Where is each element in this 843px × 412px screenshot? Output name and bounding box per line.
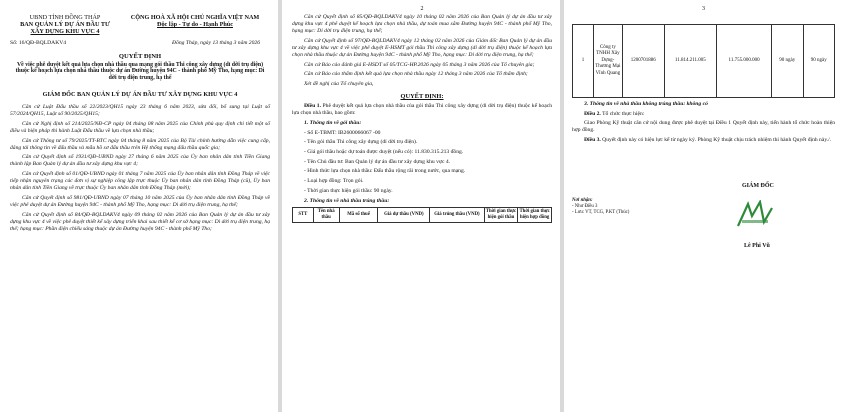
- col-stt: STT: [293, 208, 314, 223]
- article-2-body: Giao Phòng Kỹ thuật căn cứ nội dung được phê duyệt tại Điều 1 Quyết định này, tiến hành tổ chức hoàn thiện hợp đồng.: [572, 120, 835, 134]
- col-bid: Giá dự thầu (VND): [378, 208, 430, 223]
- document-date: Đồng Tháp, ngày 13 tháng 3 năm 2026: [172, 39, 260, 46]
- legal-basis-11: Căn cứ Báo cáo thẩm định kết quả lựa chọn nhà thầu ngày 12 tháng 3 năm 2026 của Tổ thẩm định;: [304, 71, 528, 78]
- col-tax: Mã số thuế: [339, 208, 378, 223]
- legal-basis-5: Căn cứ Quyết định số 01/QĐ-UBND ngày 01 tháng 7 năm 2025 của Ủy ban nhân dân tỉnh Đồng Tháp về việc tiếp nhận nguyên trạng các đơn vị sự nghiệp công lập trực thuộc Ủy ban nhân dân tỉnh Đồng Tháp (cũ), Ủy ban nhân dân tỉnh Tiền Giang về trực thuộc Ủy ban nhân dân tỉnh Đồng Tháp (mới);: [10, 171, 270, 192]
- national-title: CỘNG HOÀ XÃ HỘI CHỦ NGHĨA VIỆT NAM Độc lập - Tự do - Hạnh Phúc: [130, 14, 260, 29]
- cell-stt: 1: [573, 25, 594, 98]
- legal-basis-9: Căn cứ Quyết định số 97/QĐ-BQLDAKV4 ngày 12 tháng 02 năm 2026 của Giám đốc Ban Quản lý dự án đầu tư xây dựng khu vực 4 về việc phê duyệt E-HSMT gói thầu Thi công xây dựng (dỉ dời trụ điện) thuộc kế hoạch lựa chọn nhà thầu thuộc dự án Đường huyện 94C - thành phố Mỹ Tho, hạng mục: Di dời trụ điện trung, hạ thế;: [292, 37, 552, 59]
- recipient-item: - Như Điều 3: [572, 204, 598, 209]
- decision-heading: QUYẾT ĐỊNH:: [400, 93, 444, 101]
- winner-info-heading: 2. Thông tin về nhà thầu trúng thầu:: [304, 197, 390, 204]
- issuing-agency: UBND TỈNH ĐỒNG THÁP BAN QUẢN LÝ DỰ ÁN ĐẦU TƯ XÂY DỰNG KHU VỰC 4: [20, 14, 110, 36]
- cell-time2: 90 ngày: [803, 25, 834, 98]
- col-time2: Thời gian thực hiện hợp đồng: [518, 208, 552, 223]
- package-item: - Hình thức lựa chọn nhà thầu: Đấu thầu rộng rãi trong nước, qua mạng.: [304, 168, 466, 175]
- package-info-heading: 1. Thông tin về gói thầu:: [304, 120, 362, 126]
- article-1: Điều 1. Phê duyệt kết quả lựa chọn nhà thầu của gói thầu Thi công xây dựng (dỉ dời trụ điện) thuộc kế hoạch lựa chọn nhà thầu, bao gồm:: [292, 103, 552, 117]
- legal-basis-1: Căn cứ Luật Đấu thầu số 22/2023/QH15 ngày 23 tháng 6 năm 2023, sửa đổi, bổ sung tại Luật số 57/2024/QH15, Luật số 90/2025/QH15;: [10, 104, 270, 118]
- signer-title: GIÁM ĐỐC: [742, 183, 774, 189]
- winner-table-row: [572, 24, 835, 98]
- signer-name: Lê Phi Vũ: [744, 243, 770, 249]
- package-item: - Thời gian thực hiện gói thầu: 90 ngày.: [304, 187, 393, 194]
- col-name: Tên nhà thầu: [313, 208, 339, 223]
- legal-basis-12: Xét đề nghị của Tổ chuyên gia,: [304, 81, 374, 88]
- cell-award: 11.755.000.000: [717, 25, 772, 98]
- recipient-item: - Lưu: VT, TCG, P.KT (Thúc): [572, 210, 630, 215]
- page-number: 3: [702, 6, 705, 12]
- doc-meta: [10, 40, 270, 46]
- document-number: Số: 16/QĐ-BQLDAKV4: [10, 39, 67, 46]
- cell-tax: 1200701886: [622, 25, 664, 98]
- recipients: Nơi nhận: - Như Điều 3 - Lưu: VT, TCG, P.KT (Thúc): [572, 198, 692, 216]
- legal-basis-2: Căn cứ Nghị định số 214/2025/NĐ-CP ngày 04 tháng 08 năm 2025 của Chính phủ quy định chi tiết một số điều và biện pháp thi hành Luật Đấu thầu về lựa chọn nhà thầu;: [10, 120, 270, 134]
- document-subject: Về việc phê duyệt kết quả lựa chọn nhà thầu qua mạng gói thầu Thi công xây dựng (dỉ dời trụ điện) thuộc kế hoạch lựa chọn nhà thầu thuộc dự án Đường huyện 94C - thành phố Mỹ Tho, hạng mục: Di dời trụ điện trung, hạ thế: [15, 61, 265, 82]
- digital-signature-stamp-icon: [734, 200, 776, 230]
- legal-basis-3: Căn cứ Thông tư số 79/2025/TT-BTC ngày 04 tháng 8 năm 2025 của Bộ Tài chính hướng dẫn việc cung cấp, đăng tải thông tin về đấu thầu và mẫu hồ sơ đấu thầu trên Hệ thống mạng đấu thầu quốc gia;: [10, 137, 270, 151]
- table-row: [573, 25, 835, 98]
- document-title: QUYẾT ĐỊNH: [118, 52, 162, 60]
- col-award: Giá trúng thầu (VND): [430, 208, 484, 223]
- legal-basis-4: Căn cứ Quyết định số 1931/QĐ-UBND ngày 27 tháng 6 năm 2025 của Ủy ban nhân dân tỉnh Tiền Giang thành lập Ban Quản lý dự án đầu tư xây dựng khu vực 4;: [10, 154, 270, 168]
- package-item: - Loại hợp đồng: Trọn gói.: [304, 178, 364, 185]
- cell-bid: 11.814.211.005: [664, 25, 716, 98]
- loser-info: 3. Thông tin về nhà thầu không trúng thầu: không có: [584, 101, 708, 107]
- legal-basis-6: Căn cứ Quyết định số 981/QĐ-UBND ngày 07 tháng 10 năm 2025 của Ủy ban nhân dân tỉnh Đồng Tháp về việc phê duyệt dự án Đường huyện 94C - thành phố Mỹ Tho, hạng mục: Di dời trụ điện trung, hạ thế;: [10, 195, 270, 209]
- authority-heading: GIÁM ĐỐC BAN QUẢN LÝ DỰ ÁN ĐẦU TƯ XÂY DỰNG KHU VỰC 4: [42, 91, 238, 98]
- legal-basis-7: Căn cứ Quyết định số 84/QĐ-BQLDAKV4 ngày 09 tháng 02 năm 2026 của Ban Quản lý dự án đầu tư xây dựng khu vực 4 về việc phê duyệt thiết kế xây dựng triển khai sau thiết kế cơ sở hạng mục: Di dời trụ điện trung, hạ thế; hạng mục: Phần điện chiếu sáng thuộc dự án Đường huyện 94C - thành phố Mỹ Tho;: [10, 211, 270, 232]
- package-item: - Giá gói thầu hoặc dự toán được duyệt (nếu có): 11.830.315.213 đồng.: [304, 149, 464, 156]
- legal-basis-10: Căn cứ Báo cáo đánh giá E-HSDT số 05/TCG-HP.2026 ngày 05 tháng 3 năm 2026 của Tổ chuyên gia;: [304, 61, 535, 68]
- page-number: 2: [420, 6, 424, 12]
- article-3: Điều 3. Quyết định này có hiệu lực kể từ ngày ký. Phòng Kỹ thuật chịu trách nhiệm thi hành Quyết định này./.: [584, 137, 832, 144]
- article-2: Điều 2. Tổ chức thực hiện:: [584, 110, 645, 117]
- package-item: - Tên Chủ đầu tư: Ban Quản lý dự án đầu tư xây dựng khu vực 4.: [304, 158, 451, 165]
- col-time1: Thời gian thực hiện gói thầu: [484, 208, 518, 223]
- legal-basis-8: Căn cứ Quyết định số 85/QĐ-BQLDAKV4 ngày 10 tháng 02 năm 2026 của Ban Quản lý dự án đầu tư xây dựng khu vực 4 phê duyệt kế hoạch lựa chọn nhà thầu, dự toán mua sắm Đường huyện 94C - thành phố Mỹ Tho, hạng mục: Di dời trụ điện trung, hạ thế;: [292, 14, 552, 35]
- document-page-1: [0, 0, 278, 412]
- document-header: [10, 14, 270, 36]
- cell-time1: 90 ngày: [772, 25, 803, 98]
- package-item: - Tên gói thầu Thi công xây dựng (dỉ dời trụ điện).: [304, 139, 418, 146]
- package-item: - Số E-TBMT: IB2600066067 -00: [304, 129, 381, 136]
- document-page-2: [282, 0, 560, 412]
- document-page-3: [564, 0, 843, 412]
- winner-table-header: [292, 207, 552, 223]
- cell-name: Công ty TNHH Xây Dựng-Thương Mại Vĩnh Quang: [593, 25, 622, 98]
